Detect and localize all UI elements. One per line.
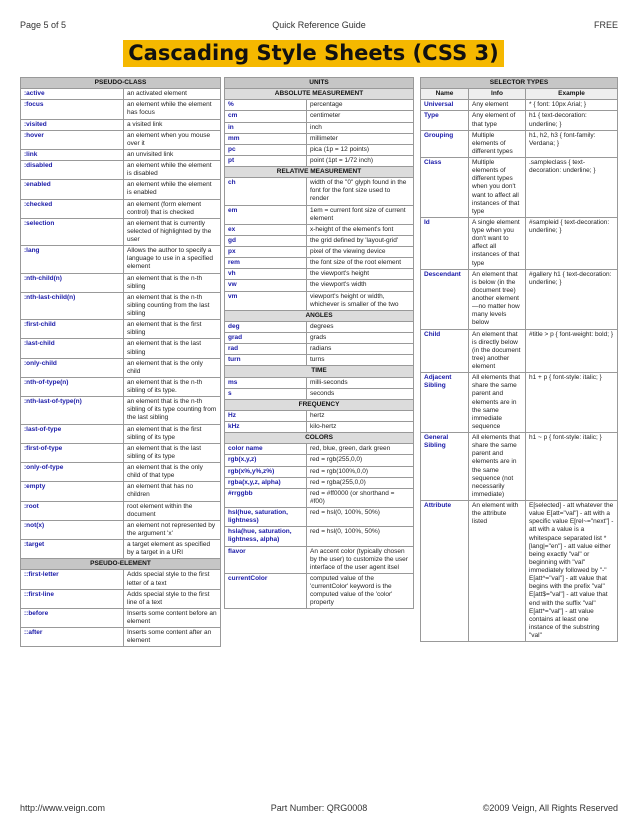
term: Hz	[225, 410, 307, 421]
table-row	[225, 178, 414, 205]
term: vm	[225, 291, 307, 310]
description: an element that is the n-th sibling of its type counting from the last sibling	[124, 397, 221, 424]
selector-info: Multiple elements of different types when you don't want to affect all instances of that type	[469, 158, 526, 218]
term: :last-child	[21, 339, 124, 358]
term: ::before	[21, 608, 124, 627]
table-row	[421, 329, 618, 373]
term: cm	[225, 111, 307, 122]
term: currentColor	[225, 573, 307, 609]
description: red = hsl(0, 100%, 50%)	[307, 508, 414, 527]
table-row	[421, 373, 618, 433]
table-row	[225, 573, 414, 609]
selector-example: h1 + p { font-style: italic; }	[526, 373, 618, 433]
subsection-header	[225, 89, 414, 100]
section-header	[225, 78, 414, 89]
term: ::first-letter	[21, 570, 124, 589]
table-row	[225, 410, 414, 421]
section-title: SELECTOR TYPES	[421, 78, 618, 89]
description: width of the "0" glyph found in the font for the font size used to render	[307, 178, 414, 205]
term: ms	[225, 377, 307, 388]
term: ::first-line	[21, 589, 124, 608]
selector-example: #gallery h1 { text-decoration: underline; }	[526, 269, 618, 329]
description: turns	[307, 355, 414, 366]
description: Allows the author to specify a language to use in a specified element	[124, 246, 221, 273]
description: Adds special style to the first line of a text	[124, 589, 221, 608]
description: root element within the document	[124, 501, 221, 520]
term: :first-child	[21, 320, 124, 339]
term: gd	[225, 235, 307, 246]
description: an element while the element is disabled	[124, 161, 221, 180]
selector-info: An element that is below (in the document tree) another element—no matter how many levels below	[469, 269, 526, 329]
description: red = rgb(255,0,0)	[307, 455, 414, 466]
description: an element that is currently selected of highlighted by the user	[124, 218, 221, 245]
selector-name: Grouping	[421, 130, 469, 157]
table-row	[21, 161, 221, 180]
term: :root	[21, 501, 124, 520]
table-row	[225, 224, 414, 235]
term: :selection	[21, 218, 124, 245]
description: the font size of the root element	[307, 258, 414, 269]
term: :visited	[21, 119, 124, 130]
table-row	[225, 355, 414, 366]
table-row	[225, 377, 414, 388]
selector-name: Id	[421, 217, 469, 269]
description: an element that is the n-th sibling	[124, 273, 221, 292]
selector-example: E[selected] - att whatever the value E[att="val"] - att with a specific value E[rel~="next"] - att with a value is a whitespace separated list *[lang|="en"] - att value either being exactly "val" or beginning with "val" immediately followed by "-" E[att^="val"] - att value that begins with the prefix "val" E[att$="val"] - att value that end with the suffix "val" E[att*="val"] - att value contains at least one instance of the substring "val"	[526, 501, 618, 642]
table-row	[21, 180, 221, 199]
term: grad	[225, 333, 307, 344]
term: pt	[225, 155, 307, 166]
selector-info: Any element	[469, 100, 526, 111]
table-row	[225, 444, 414, 455]
table-row	[21, 570, 221, 589]
selector-types-table	[420, 77, 618, 642]
table-row	[225, 122, 414, 133]
term: hsl(hue, saturation, lightness)	[225, 508, 307, 527]
term: ex	[225, 224, 307, 235]
selector-name: Class	[421, 158, 469, 218]
selector-info: A single element type when you don't want to affect all instances of that type	[469, 217, 526, 269]
table-row	[21, 540, 221, 559]
section-title: ABSOLUTE MEASUREMENT	[225, 89, 414, 100]
table-row	[21, 119, 221, 130]
term: :not(x)	[21, 520, 124, 539]
selector-example: #sampleid { text-decoration: underline; }	[526, 217, 618, 269]
term: :only-child	[21, 358, 124, 377]
term: mm	[225, 133, 307, 144]
units-table	[224, 77, 414, 609]
description: red = #ff0000 (or shorthand = #f00)	[307, 488, 414, 507]
description: an element while the element has focus	[124, 100, 221, 119]
section-title: PSEUDO-ELEMENT	[21, 559, 221, 570]
description: grads	[307, 333, 414, 344]
description: inch	[307, 122, 414, 133]
selector-example: h1, h2, h3 { font-family: Verdana; }	[526, 130, 618, 157]
term: :enabled	[21, 180, 124, 199]
term: vh	[225, 269, 307, 280]
column-headers	[421, 89, 618, 100]
table-row	[225, 205, 414, 224]
selector-info: All elements that share the same parent and elements are in the same sequence (not necessarily immediate)	[469, 433, 526, 501]
section-header	[21, 559, 221, 570]
table-row	[421, 217, 618, 269]
selector-name: General Sibling	[421, 433, 469, 501]
description: an element not represented by the argument 'x'	[124, 520, 221, 539]
description: an element that has no children	[124, 482, 221, 501]
description: computed value of the 'currentColor' keyword is the computed value of the 'color' property	[307, 573, 414, 609]
description: an element (form element control) that is checked	[124, 199, 221, 218]
term: rgba(x,y,z, alpha)	[225, 477, 307, 488]
subsection-header	[225, 366, 414, 377]
term: :hover	[21, 130, 124, 149]
description: pixel of the viewing device	[307, 247, 414, 258]
table-row	[21, 273, 221, 292]
table-row	[21, 199, 221, 218]
subsection-header	[225, 310, 414, 321]
description: an element when you mouse over it	[124, 130, 221, 149]
section-title: TIME	[225, 366, 414, 377]
description: pica (1p = 12 points)	[307, 144, 414, 155]
term: ::after	[21, 628, 124, 647]
term: :checked	[21, 199, 124, 218]
term: :disabled	[21, 161, 124, 180]
table-row	[21, 482, 221, 501]
table-row	[225, 111, 414, 122]
table-row	[21, 520, 221, 539]
subsection-header	[225, 399, 414, 410]
table-row	[21, 89, 221, 100]
description: an element that is the first sibling of its type	[124, 424, 221, 443]
table-row	[225, 235, 414, 246]
selector-example: h1 { text-decoration: underline; }	[526, 111, 618, 130]
description: an element that is the last sibling	[124, 339, 221, 358]
term: rem	[225, 258, 307, 269]
section-title: FREQUENCY	[225, 399, 414, 410]
description: Inserts some content before an element	[124, 608, 221, 627]
section-title: COLORS	[225, 433, 414, 444]
term: #rrggbb	[225, 488, 307, 507]
table-row	[225, 280, 414, 291]
section-title: RELATIVE MEASUREMENT	[225, 167, 414, 178]
term: :focus	[21, 100, 124, 119]
description: Adds special style to the first letter of a text	[124, 570, 221, 589]
description: seconds	[307, 388, 414, 399]
part-number: Part Number: QRG0008	[270, 803, 368, 813]
table-row	[421, 433, 618, 501]
description: hertz	[307, 410, 414, 421]
table-row	[225, 100, 414, 111]
description: an element that is the n-th sibling of its type.	[124, 377, 221, 396]
table-row	[21, 589, 221, 608]
description: milli-seconds	[307, 377, 414, 388]
term: in	[225, 122, 307, 133]
table-row	[21, 292, 221, 319]
column-header: Name	[421, 89, 469, 100]
table-row	[225, 291, 414, 310]
table-row	[225, 333, 414, 344]
table-row	[225, 455, 414, 466]
description: degrees	[307, 321, 414, 332]
description: the viewport's height	[307, 269, 414, 280]
term: :nth-child(n)	[21, 273, 124, 292]
description: viewport's height or width, whichever is smaller of the two	[307, 291, 414, 310]
selector-info: An element with the attribute listed	[469, 501, 526, 642]
selector-example: .sampleclass { text-decoration: underline; }	[526, 158, 618, 218]
selector-example: h1 ~ p { font-style: italic; }	[526, 433, 618, 501]
table-row	[21, 443, 221, 462]
description: a visited link	[124, 119, 221, 130]
table-row	[225, 546, 414, 573]
table-row	[21, 339, 221, 358]
term: hsla(hue, saturation, lightness, alpha)	[225, 527, 307, 546]
term: flavor	[225, 546, 307, 573]
selector-name: Type	[421, 111, 469, 130]
table-row	[225, 258, 414, 269]
description: red = hsl(0, 100%, 50%)	[307, 527, 414, 546]
table-row	[21, 320, 221, 339]
table-row	[421, 501, 618, 642]
selector-info: Multiple elements of different types	[469, 130, 526, 157]
description: an element that is the last sibling of its type	[124, 443, 221, 462]
table-row	[225, 466, 414, 477]
page-number: Page 5 of 5	[20, 20, 67, 30]
description: the grid defined by 'layout-grid'	[307, 235, 414, 246]
table-row	[21, 246, 221, 273]
table-row	[225, 269, 414, 280]
selector-name: Universal	[421, 100, 469, 111]
table-row	[421, 269, 618, 329]
table-row	[225, 488, 414, 507]
table-row	[225, 508, 414, 527]
table-row	[225, 155, 414, 166]
table-row	[21, 424, 221, 443]
guide-label: Quick Reference Guide	[272, 20, 366, 30]
term: :first-of-type	[21, 443, 124, 462]
term: :lang	[21, 246, 124, 273]
description: percentage	[307, 100, 414, 111]
term: color name	[225, 444, 307, 455]
term: px	[225, 247, 307, 258]
term: kHz	[225, 422, 307, 433]
table-row	[421, 158, 618, 218]
term: :empty	[21, 482, 124, 501]
section-header	[421, 78, 618, 89]
table-row	[21, 608, 221, 627]
section-title: PSEUDO-CLASS	[21, 78, 221, 89]
selector-name: Adjacent Sibling	[421, 373, 469, 433]
description: an element that is the only child	[124, 358, 221, 377]
subsection-header	[225, 433, 414, 444]
column-header: Info	[469, 89, 526, 100]
description: red, blue, green, dark green	[307, 444, 414, 455]
selector-name: Attribute	[421, 501, 469, 642]
price-label: FREE	[593, 20, 618, 30]
table-row	[225, 527, 414, 546]
description: red = rgba(255,0,0)	[307, 477, 414, 488]
table-row	[21, 130, 221, 149]
table-row	[21, 358, 221, 377]
term: pc	[225, 144, 307, 155]
term: :last-of-type	[21, 424, 124, 443]
term: rgb(x%,y%,z%)	[225, 466, 307, 477]
description: an element while the element is enabled	[124, 180, 221, 199]
description: millimeter	[307, 133, 414, 144]
term: deg	[225, 321, 307, 332]
section-header	[21, 78, 221, 89]
copyright: ©2009 Veign, All Rights Reserved	[482, 803, 618, 813]
selector-name: Descendant	[421, 269, 469, 329]
term: s	[225, 388, 307, 399]
term: ch	[225, 178, 307, 205]
description: 1em = current font size of current element	[307, 205, 414, 224]
description: kilo-hertz	[307, 422, 414, 433]
table-row	[225, 133, 414, 144]
description: an activated element	[124, 89, 221, 100]
table-row	[21, 218, 221, 245]
term: em	[225, 205, 307, 224]
table-row	[21, 397, 221, 424]
term: :active	[21, 89, 124, 100]
term: :target	[21, 540, 124, 559]
description: radians	[307, 344, 414, 355]
pseudo-class-table	[20, 77, 221, 647]
table-row	[225, 144, 414, 155]
term: :nth-last-child(n)	[21, 292, 124, 319]
description: the viewport's width	[307, 280, 414, 291]
description: point (1pt = 1/72 inch)	[307, 155, 414, 166]
table-row	[21, 377, 221, 396]
selector-info: All elements that share the same parent and elements are in the same immediate sequence	[469, 373, 526, 433]
selector-example: * { font: 10px Arial; }	[526, 100, 618, 111]
table-row	[225, 321, 414, 332]
section-title: ANGLES	[225, 310, 414, 321]
description: an unvisited link	[124, 149, 221, 160]
description: an element that is the n-th sibling counting from the last sibling	[124, 292, 221, 319]
table-row	[421, 100, 618, 111]
selector-info: Any element of that type	[469, 111, 526, 130]
term: :link	[21, 149, 124, 160]
description: red = rgb(100%,0,0)	[307, 466, 414, 477]
website-url: http://www.veign.com	[20, 803, 106, 813]
table-row	[21, 149, 221, 160]
term: turn	[225, 355, 307, 366]
table-row	[21, 628, 221, 647]
table-row	[21, 501, 221, 520]
term: %	[225, 100, 307, 111]
table-row	[421, 130, 618, 157]
description: centimeter	[307, 111, 414, 122]
page-title: Cascading Style Sheets (CSS 3)	[123, 40, 504, 67]
description: An accent color (typically chosen by the user) to customize the user interface of the user agent itsel	[307, 546, 414, 573]
table-row	[225, 477, 414, 488]
table-row	[21, 100, 221, 119]
term: rgb(x,y,z)	[225, 455, 307, 466]
subsection-header	[225, 167, 414, 178]
selector-example: #title > p { font-weight: bold; }	[526, 329, 618, 373]
term: :only-of-type	[21, 463, 124, 482]
table-row	[225, 422, 414, 433]
table-row	[421, 111, 618, 130]
term: vw	[225, 280, 307, 291]
selector-info: An element that is directly below (in the document tree) another element	[469, 329, 526, 373]
description: a target element as specified by a target in a URI	[124, 540, 221, 559]
table-row	[21, 463, 221, 482]
section-title: UNITS	[225, 78, 414, 89]
table-row	[225, 388, 414, 399]
selector-name: Child	[421, 329, 469, 373]
description: x-height of the element's font	[307, 224, 414, 235]
description: an element that is the first sibling	[124, 320, 221, 339]
table-row	[225, 344, 414, 355]
table-row	[225, 247, 414, 258]
description: Inserts some content after an element	[124, 628, 221, 647]
description: an element that is the only child of that type	[124, 463, 221, 482]
term: :nth-last-of-type(n)	[21, 397, 124, 424]
term: :nth-of-type(n)	[21, 377, 124, 396]
column-header: Example	[526, 89, 618, 100]
term: rad	[225, 344, 307, 355]
